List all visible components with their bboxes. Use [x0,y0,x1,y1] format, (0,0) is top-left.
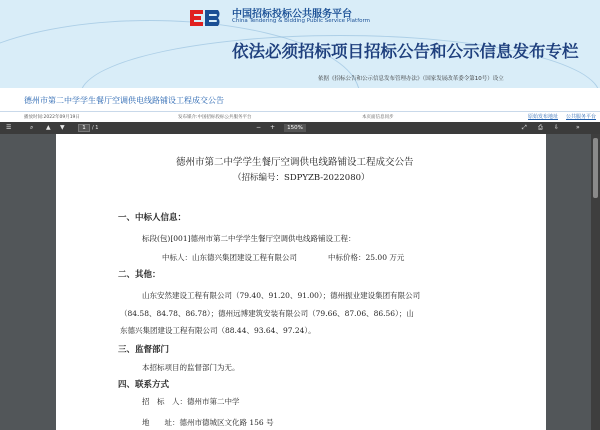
sync-info: 本页面信息同步 [362,115,394,120]
zoom-out-button[interactable]: − [256,124,262,131]
menu-icon[interactable]: ☰ [6,124,12,131]
site-header [0,0,600,88]
pdf-page [56,134,546,430]
tenderer: 招 标 人：德州市第二中学 [142,397,240,406]
section-heading-contact: 四、联系方式 [118,380,170,390]
more-tools-icon[interactable]: » [576,124,580,131]
notice-title-bar [0,90,600,112]
pdf-viewer[interactable] [0,134,600,430]
platform-logo-icon[interactable] [188,6,226,30]
lot-line: 标段(包)[001]德州市第二中学学生餐厅空调供电线路铺设工程： [142,234,356,243]
section-heading-other: 二、其他： [118,270,161,280]
other-bidders-line-2: （84.58、84.78、86.78）；德州远博建筑安装有限公司（79.66、87.06、86.56）；山 [120,309,414,318]
origin-site-link[interactable]: 原始发布地址 [528,114,559,120]
other-bidders-line-1: 山东安然建设工程有限公司（79.40、91.20、91.00）；德州振业建设集团有限公司 [142,291,421,300]
vertical-scrollbar[interactable] [591,134,600,430]
download-icon[interactable]: ⇩ [554,124,560,131]
zoom-select[interactable]: 150% [284,124,306,132]
legal-basis-text: 依据《招标公告和公示信息发布管理办法》（国家发展改革委令第10号）设立 [318,76,504,82]
search-icon[interactable]: ⌕ [30,124,34,131]
section-heading-supervision: 三、监督部门 [118,345,170,355]
scrollbar-thumb[interactable] [593,138,598,198]
public-platform-link[interactable]: 公共服务平台 [566,114,597,120]
brand-name-en: China Tendering & Bidding Public Service Platform [232,18,371,24]
publish-media: 发布媒介:中国招标投标公共服务平台 [178,115,252,120]
arrow-up-icon[interactable]: ▲ [46,124,51,131]
address: 地 址：德州市德城区文化路 156 号 [142,418,274,427]
brand-name-cn[interactable]: 中国招标投标公共服务平台 [232,9,352,20]
page-number-input[interactable]: 1 [78,124,90,132]
column-slogan: 依法必须招标项目招标公告和公示信息发布专栏 [232,42,579,61]
fullscreen-icon[interactable]: ⤢ [522,124,527,131]
winner-name: 中标人：山东德兴集团建设工程有限公司 [162,253,297,262]
tender-number: （招标编号：SDPYZB-2022080） [233,173,370,183]
notice-meta-bar [0,112,600,122]
section-heading-winner: 一、中标人信息： [118,213,187,223]
document-title: 德州市第二中学学生餐厅空调供电线路铺设工程成交公告 [176,157,414,168]
print-icon[interactable]: ⎙ [538,124,543,131]
arrow-down-icon[interactable]: ▼ [60,124,65,131]
notice-title: 德州市第二中学学生餐厅空调供电线路铺设工程成交公告 [24,96,224,105]
supervision-text: 本招标项目的监督部门为无。 [142,363,240,372]
other-bidders-line-3: 东德兴集团建设工程有限公司（88.44、93.64、97.24）。 [120,326,316,335]
zoom-in-button[interactable]: + [270,124,276,131]
publish-date: 播放时间:2022年09月19日 [24,115,80,120]
page-total: / 1 [92,125,99,131]
pdf-toolbar [0,122,600,134]
winning-price: 中标价格：25.00 万元 [328,253,405,262]
